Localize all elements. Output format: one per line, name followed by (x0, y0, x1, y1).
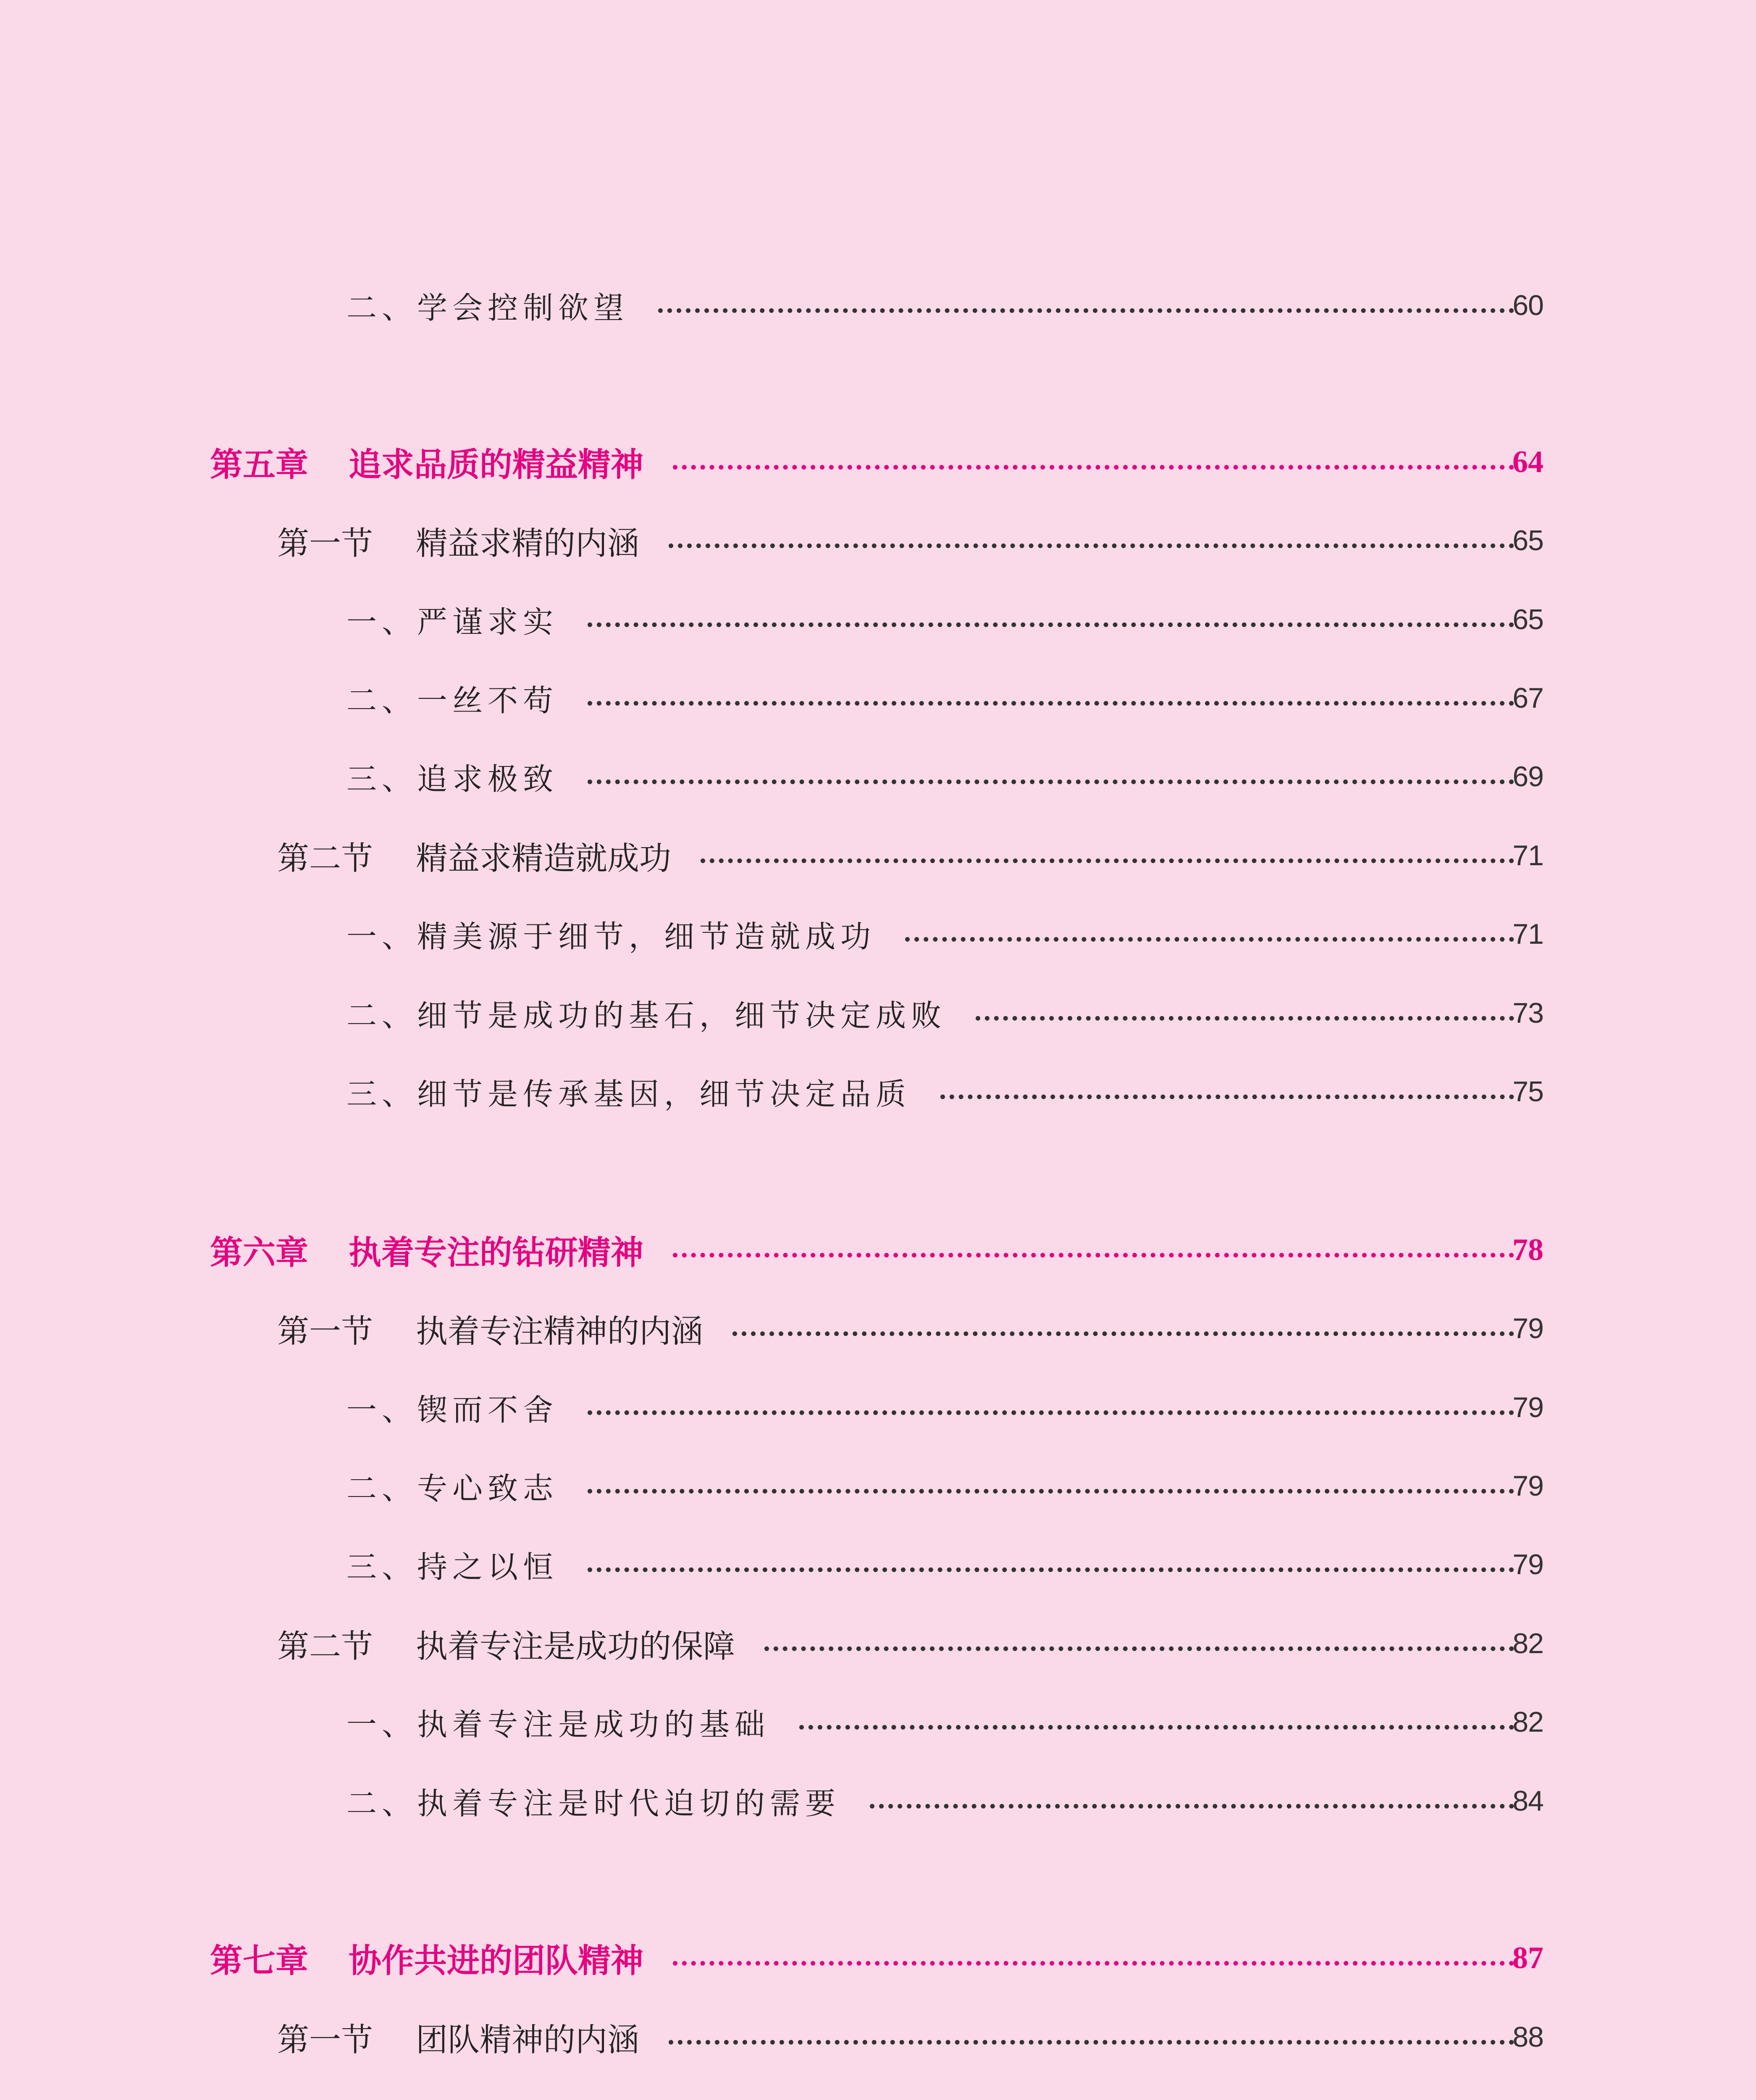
chapter-title: 协作共进的团队精神 (349, 1942, 644, 1980)
toc-section-label (277, 2014, 639, 2060)
dot-leader (673, 465, 1514, 470)
toc-page-number: 75 (1512, 1076, 1543, 1108)
section-title: 精益求精造就成功 (416, 839, 671, 877)
chapter-number: 第七章 (210, 1942, 309, 1980)
toc-page-number: 79 (1512, 1391, 1543, 1423)
toc-item[interactable] (0, 1778, 1543, 1824)
toc-item-label: 二、学会控制欲望 (346, 290, 629, 326)
toc-page-number (1512, 2092, 1543, 2100)
toc-chapter[interactable] (0, 439, 1543, 485)
chapter-number: 第五章 (210, 446, 309, 484)
section-number: 第一节 (277, 2021, 373, 2058)
dot-leader (588, 1567, 1514, 1572)
toc-page-number: 65 (1512, 525, 1543, 556)
section-number: 第一节 (277, 1312, 373, 1350)
chapter-title: 追求品质的精益精神 (349, 446, 644, 484)
toc-item-label: 三、追求极致 (346, 761, 559, 797)
toc-page-number: 60 (1512, 289, 1543, 321)
toc-section[interactable] (0, 1305, 1543, 1352)
toc-page-number: 84 (1512, 1785, 1543, 1817)
toc-item[interactable] (0, 1699, 1543, 1745)
section-title: 执着专注是成功的保障 (416, 1627, 735, 1665)
toc-item-label: 一、锲而不舍 (346, 1392, 559, 1428)
toc-section-label (277, 518, 639, 564)
toc-page-number: 79 (1512, 1470, 1543, 1502)
dot-leader (588, 1410, 1514, 1415)
dot-leader (940, 1095, 1514, 1099)
toc-page-number: 73 (1512, 997, 1543, 1029)
toc-item-label: 三、细节是传承基因，细节决定品质 (346, 1076, 911, 1112)
dot-leader (588, 622, 1514, 627)
dot-leader (870, 1804, 1514, 1809)
dot-leader (905, 937, 1514, 942)
dot-leader (658, 308, 1514, 313)
toc-chapter-label (210, 1226, 643, 1273)
section-number: 第二节 (277, 839, 373, 877)
section-title: 执着专注精神的内涵 (416, 1312, 703, 1350)
toc-chapter-label (210, 438, 643, 486)
toc-section[interactable] (0, 2014, 1543, 2060)
toc-item[interactable] (0, 753, 1543, 800)
dot-leader (976, 1016, 1514, 1021)
toc-item-label: 一、精美源于细节，细节造就成功 (346, 919, 876, 954)
toc-section[interactable] (0, 517, 1543, 564)
toc-chapter[interactable] (0, 1227, 1543, 1273)
dot-leader (673, 1961, 1514, 1966)
toc-item[interactable] (0, 1384, 1543, 1431)
toc-item-label: 一、执着专注是成功的基础 (346, 1707, 770, 1742)
toc-page-number: 71 (1512, 840, 1543, 872)
toc-page-number: 88 (1512, 2021, 1543, 2053)
toc-page-number: 69 (1512, 761, 1543, 793)
toc-item-label: 二、细节是成功的基石，细节决定成败 (346, 998, 947, 1033)
dot-leader (732, 1331, 1514, 1336)
toc-item[interactable] (0, 596, 1543, 643)
toc-item[interactable] (0, 990, 1543, 1036)
toc-section-label (277, 1621, 735, 1667)
dot-leader (701, 858, 1514, 863)
toc-section[interactable] (0, 832, 1543, 879)
toc-item[interactable] (0, 282, 1543, 328)
toc-page-number: 79 (1512, 1312, 1543, 1344)
toc-page-number: 64 (1512, 445, 1543, 479)
chapter-title: 执着专注的钻研精神 (349, 1234, 644, 1272)
toc-item-label: 二、执着专注是时代迫切的需要 (346, 1786, 841, 1821)
toc-item-label: 二、一丝不苟 (346, 683, 559, 718)
toc-page-number: 71 (1512, 918, 1543, 950)
dot-leader (764, 1646, 1514, 1651)
dot-leader (673, 1253, 1514, 1257)
toc-page-number: 67 (1512, 682, 1543, 714)
toc-page-number: 82 (1512, 1628, 1543, 1659)
dot-leader (669, 543, 1514, 548)
dot-leader (588, 701, 1514, 706)
section-title: 团队精神的内涵 (416, 2021, 639, 2058)
toc-item-label (346, 2094, 664, 2100)
chapter-number: 第六章 (210, 1234, 309, 1272)
toc-item-label: 二、专心致志 (346, 1471, 559, 1506)
toc-section[interactable] (0, 1620, 1543, 1667)
toc-chapter[interactable] (0, 1935, 1543, 1981)
toc-section-label (277, 1306, 703, 1352)
dot-leader (588, 780, 1514, 784)
toc-page-number: 78 (1512, 1233, 1543, 1267)
dot-leader (588, 1489, 1514, 1494)
section-title: 精益求精的内涵 (416, 524, 639, 562)
toc-section-label (277, 833, 671, 879)
toc-chapter-label (210, 1935, 643, 1982)
toc-item-label: 一、严谨求实 (346, 604, 559, 640)
toc-item[interactable] (0, 1068, 1543, 1115)
toc-item[interactable] (0, 675, 1543, 721)
toc-item[interactable] (0, 2092, 1543, 2100)
section-number: 第一节 (277, 524, 373, 562)
toc-item[interactable] (0, 1541, 1543, 1588)
toc-page-number: 87 (1512, 1941, 1543, 1975)
dot-leader (669, 2040, 1514, 2045)
section-number: 第二节 (277, 1627, 373, 1665)
toc-item[interactable] (0, 1463, 1543, 1509)
dot-leader (799, 1725, 1514, 1730)
toc-page-number: 65 (1512, 604, 1543, 635)
toc-item[interactable] (0, 911, 1543, 957)
toc-item-label: 三、持之以恒 (346, 1549, 559, 1585)
toc-page-number: 82 (1512, 1706, 1543, 1738)
toc-page-number: 79 (1512, 1549, 1543, 1580)
